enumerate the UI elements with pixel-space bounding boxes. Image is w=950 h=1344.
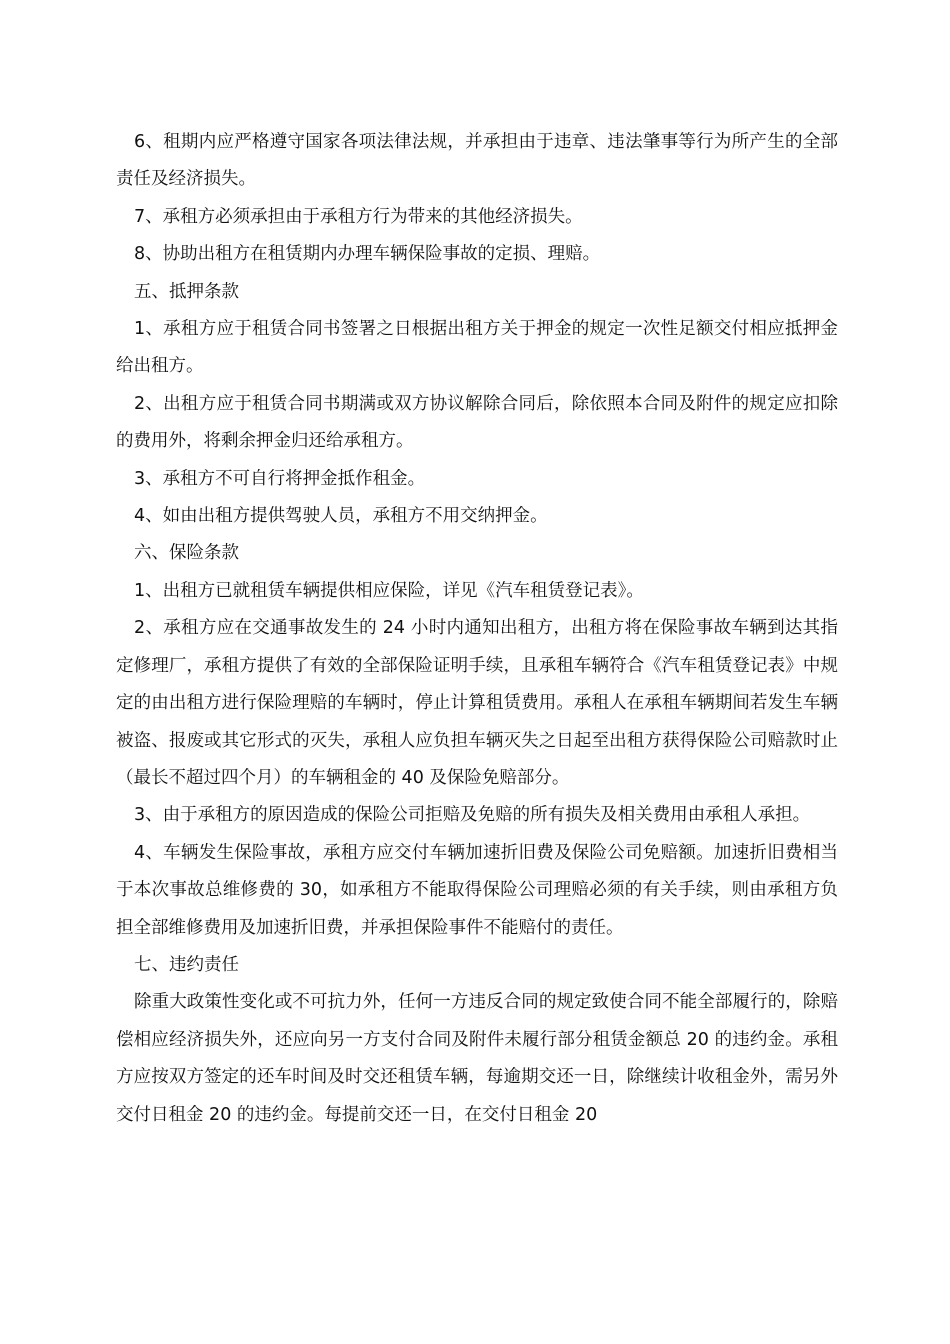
clause-paragraph: 除重大政策性变化或不可抗力外，任何一方违反合同的规定致使合同不能全部履行的，除赔偿相应经济损失外，还应向另一方支付合同及附件未履行部分租赁金额总 20 的违约金。承租方应按双方签定的还车时间及时交还租赁车辆，每逾期交还一日，除继续计收租金外，需另外交付日租金 20 的违约金。每提前交还一日，在交付日租金 20 <box>116 992 838 1125</box>
section-heading: 七、违约责任 <box>134 954 239 975</box>
document-body <box>116 124 838 1134</box>
section-heading: 五、抵押条款 <box>134 281 239 302</box>
clause-paragraph: 3、承租方不可自行将押金抵作租金。 <box>134 468 426 489</box>
clause-paragraph: 2、出租方应于租赁合同书期满或双方协议解除合同后，除依照本合同及附件的规定应扣除的费用外，将剩余押金归还给承租方。 <box>116 393 838 452</box>
section-heading: 六、保险条款 <box>134 543 239 564</box>
clause-paragraph: 8、协助出租方在租赁期内办理车辆保险事故的定损、理赔。 <box>134 244 601 265</box>
clause-paragraph: 4、车辆发生保险事故，承租方应交付车辆加速折旧费及保险公司免赔额。加速折旧费相当于本次事故总维修费的 30，如承租方不能取得保险公司理赔必须的有关手续，则由承租方负担全部维修费用及加速折旧费，并承担保险事件不能赔付的责任。 <box>116 842 838 938</box>
clause-paragraph: 4、如由出租方提供驾驶人员，承租方不用交纳押金。 <box>134 506 548 527</box>
clause-paragraph: 7、承租方必须承担由于承租方行为带来的其他经济损失。 <box>134 206 583 227</box>
clause-paragraph: 1、承租方应于租赁合同书签署之日根据出租方关于押金的规定一次性足额交付相应抵押金给出租方。 <box>116 319 838 377</box>
clause-paragraph: 1、出租方已就租赁车辆提供相应保险，详见《汽车租赁登记表》。 <box>134 580 644 601</box>
clause-paragraph: 3、由于承租方的原因造成的保险公司拒赔及免赔的所有损失及相关费用由承租人承担。 <box>134 805 811 826</box>
clause-paragraph: 6、租期内应严格遵守国家各项法律法规，并承担由于违章、违法肇事等行为所产生的全部责任及经济损失。 <box>116 132 838 190</box>
clause-paragraph: 2、承租方应在交通事故发生的 24 小时内通知出租方，出租方将在保险事故车辆到达其指定修理厂，承租方提供了有效的全部保险证明手续，且承租车辆符合《汽车租赁登记表》中规定的由出租方进行保险理赔的车辆时，停止计算租赁费用。承租人在承租车辆期间若发生车辆被盗、报废或其它形式的灭失，承租人应负担车辆灭失之日起至出租方获得保险公司赔款时止（最长不超过四个月）的车辆租金的 40 及保险免赔部分。 <box>116 618 838 788</box>
